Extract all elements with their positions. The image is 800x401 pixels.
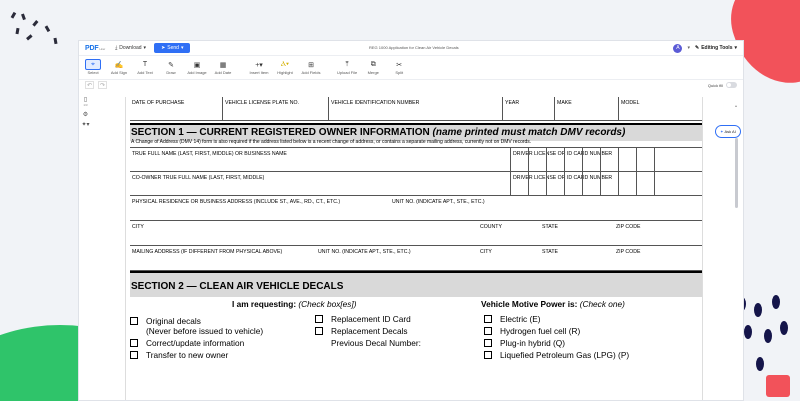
- original-decals-checkbox[interactable]: [130, 317, 138, 325]
- tool-select[interactable]: ⌖ Select: [83, 59, 103, 75]
- scroll-thumb[interactable]: [735, 138, 738, 208]
- avatar[interactable]: A: [673, 44, 682, 53]
- license-digit-boxes-1: [528, 148, 672, 171]
- tool-insert-item[interactable]: +▾ Insert Item: [249, 59, 269, 75]
- year-field[interactable]: YEAR: [502, 97, 554, 120]
- top-bar: [79, 41, 743, 56]
- replacement-id-card-checkbox[interactable]: [315, 315, 323, 323]
- coowner-name-field[interactable]: CO-OWNER TRUE FULL NAME (LAST, FIRST, MIDDLE): [132, 175, 265, 181]
- document-title: REG 1000 Application for Clean Air Vehicle Decals: [369, 45, 459, 50]
- transfer-owner-checkbox[interactable]: [130, 351, 138, 359]
- redo-button[interactable]: ↷: [99, 82, 106, 89]
- county-field[interactable]: COUNTY: [480, 224, 502, 230]
- license-digit-boxes-2: [528, 172, 672, 195]
- quick-fill-toggle[interactable]: [726, 82, 737, 88]
- tool-split[interactable]: ✂ Split: [389, 59, 409, 75]
- original-decals-sublabel: (Never before issued to vehicle): [146, 326, 264, 336]
- sub-bar: [79, 80, 743, 90]
- vehicle-info-row: [130, 97, 702, 121]
- tool-add-fields[interactable]: ⊞ Add Fields: [301, 59, 321, 75]
- chevron-down-icon: ▾: [143, 45, 147, 51]
- electric-label: Electric (E): [500, 314, 541, 324]
- image-icon: ▣: [193, 61, 201, 69]
- section1-note: A Change of Address (DMV 14) form is also required if the address listed below is a recent change of address, or contains a separate mailing address, currently not on DMV records.: [131, 139, 532, 145]
- scroll-up-arrow[interactable]: ▴: [734, 103, 737, 108]
- sparkle-icon: ✦: [720, 129, 724, 134]
- cursor-icon: ⌖: [85, 59, 101, 70]
- download-icon: ⤓: [115, 45, 118, 51]
- vin-field[interactable]: VEHICLE IDENTIFICATION NUMBER: [328, 97, 502, 120]
- requesting-label: I am requesting: (Check box[es]): [232, 299, 357, 309]
- app-logo[interactable]: PDFLiner: [85, 44, 106, 52]
- unit-no-field-1[interactable]: UNIT NO. (INDICATE APT., STE., ETC.): [392, 199, 485, 205]
- download-button[interactable]: ⤓ Download ▾: [115, 45, 147, 51]
- transfer-owner-label: Transfer to new owner: [146, 350, 229, 360]
- plus-icon: +▾: [255, 61, 263, 69]
- chevron-down-icon: ▾: [734, 45, 737, 51]
- split-icon: ✂: [396, 61, 403, 69]
- correct-update-checkbox[interactable]: [130, 339, 138, 347]
- city-field-2[interactable]: CITY: [480, 249, 492, 255]
- highlight-icon: Ⲁ▾: [281, 60, 289, 68]
- tool-merge[interactable]: ⧉ Merge: [363, 59, 383, 75]
- page-thumbnails-button[interactable]: ▯ 1/3: [83, 97, 88, 107]
- text-icon: T: [142, 61, 148, 68]
- zip-field-1[interactable]: ZIP CODE: [616, 224, 641, 230]
- ai-menu-button[interactable]: [81, 123, 89, 128]
- mailing-row: [130, 246, 702, 271]
- coowner-row: [130, 172, 702, 196]
- hydrogen-label: Hydrogen fuel cell (R): [500, 326, 581, 336]
- unit-no-field-2[interactable]: UNIT NO. (INDICATE APT., STE., ETC.): [318, 249, 411, 255]
- driver-license-field-1[interactable]: DRIVER LICENSE OR ID CARD NUMBER: [510, 148, 704, 171]
- city-row: [130, 221, 702, 246]
- tool-upload-file[interactable]: ⤒ Upload File: [337, 60, 358, 75]
- original-decals-label: Original decals: [146, 316, 201, 326]
- fields-icon: ⊞: [308, 61, 314, 69]
- license-plate-field[interactable]: VEHICLE LICENSE PLATE NO.: [222, 97, 328, 120]
- upload-icon: ⤒: [345, 60, 349, 68]
- edit-icon: ✎: [694, 45, 700, 51]
- physical-residence-field[interactable]: PHYSICAL RESIDENCE OR BUSINESS ADDRESS (INCLUDE ST., AVE., RD., CT., ETC.): [132, 199, 341, 205]
- hydrogen-checkbox[interactable]: [484, 327, 492, 335]
- chevron-down-icon: ▾: [180, 45, 184, 51]
- lpg-checkbox[interactable]: [484, 351, 492, 359]
- merge-icon: ⧉: [370, 60, 376, 68]
- lpg-label: Liquefied Petroleum Gas (LPG) (P): [500, 350, 630, 360]
- zip-field-2[interactable]: ZIP CODE: [616, 249, 641, 255]
- chevron-down-icon[interactable]: ▾: [687, 45, 690, 51]
- sign-icon: ✍: [114, 61, 124, 69]
- plug-in-hybrid-label: Plug-in hybrid (Q): [500, 338, 566, 348]
- replacement-decals-checkbox[interactable]: [315, 327, 323, 335]
- electric-checkbox[interactable]: [484, 315, 492, 323]
- replacement-id-card-label: Replacement ID Card: [331, 314, 411, 324]
- send-icon: ➤: [161, 45, 166, 51]
- owner-row: [130, 147, 702, 172]
- calendar-icon: ▦: [219, 61, 227, 69]
- owner-name-field[interactable]: TRUE FULL NAME (LAST, FIRST, MIDDLE) OR BUSINESS NAME: [132, 151, 287, 157]
- replacement-decals-label: Replacement Decals: [331, 326, 408, 336]
- make-field[interactable]: MAKE: [554, 97, 618, 120]
- date-of-purchase-field[interactable]: DATE OF PURCHASE: [132, 100, 185, 106]
- tool-add-text[interactable]: T Add Text: [137, 61, 153, 75]
- physical-residence-row: [130, 196, 702, 221]
- driver-license-field-2[interactable]: DRIVER LICENSE OR ID CARD NUMBER: [510, 172, 704, 195]
- plug-in-hybrid-checkbox[interactable]: [484, 339, 492, 347]
- pen-icon: ✎: [168, 61, 174, 69]
- tool-highlight[interactable]: Ⲁ▾ Highlight: [277, 60, 293, 75]
- state-field-1[interactable]: STATE: [542, 224, 558, 230]
- pdf-page: [125, 97, 703, 401]
- model-field[interactable]: MODEL: [618, 97, 704, 120]
- correct-update-label: Correct/update information: [146, 338, 245, 348]
- send-button[interactable]: ➤ Send ▾: [154, 43, 190, 53]
- quick-fill-control[interactable]: Quick fill: [708, 82, 737, 88]
- motive-power-label: Vehicle Motive Power is: (Check one): [481, 299, 625, 309]
- state-field-2[interactable]: STATE: [542, 249, 558, 255]
- tool-add-image[interactable]: ▣ Add Image: [187, 59, 207, 75]
- sparkle-icon: ✦▾: [81, 122, 90, 128]
- background-dots-top-left: [8, 8, 68, 48]
- city-field-1[interactable]: CITY: [132, 224, 144, 230]
- previous-decal-number-label: Previous Decal Number:: [331, 338, 421, 348]
- settings-button[interactable]: [83, 113, 88, 118]
- section1-header: SECTION 1 — CURRENT REGISTERED OWNER INFORMATION (name printed must match DMV records): [130, 123, 702, 141]
- section2-header: SECTION 2 — CLEAN AIR VEHICLE DECALS: [130, 271, 702, 297]
- corner-logo: [766, 375, 790, 397]
- tool-add-sign[interactable]: ✍ Add Sign: [109, 59, 129, 75]
- tool-bar: [79, 56, 743, 80]
- mailing-address-field[interactable]: MAILING ADDRESS (IF DIFFERENT FROM PHYSICAL ABOVE): [132, 249, 283, 255]
- editing-tools-button[interactable]: ✎ Editing Tools ▾: [694, 45, 737, 51]
- pdf-editor-window: [78, 40, 744, 401]
- gear-icon: ⚙: [82, 112, 89, 118]
- undo-button[interactable]: ↶: [86, 82, 93, 89]
- tool-draw[interactable]: ✎ Draw: [161, 59, 181, 75]
- left-sidebar: [79, 93, 92, 401]
- page-icon: ▯: [83, 97, 88, 103]
- vertical-scrollbar[interactable]: [734, 103, 738, 393]
- tool-add-date[interactable]: ▦ Add Date: [213, 59, 233, 75]
- ask-ai-button[interactable]: ✦ Ask AI: [715, 125, 741, 138]
